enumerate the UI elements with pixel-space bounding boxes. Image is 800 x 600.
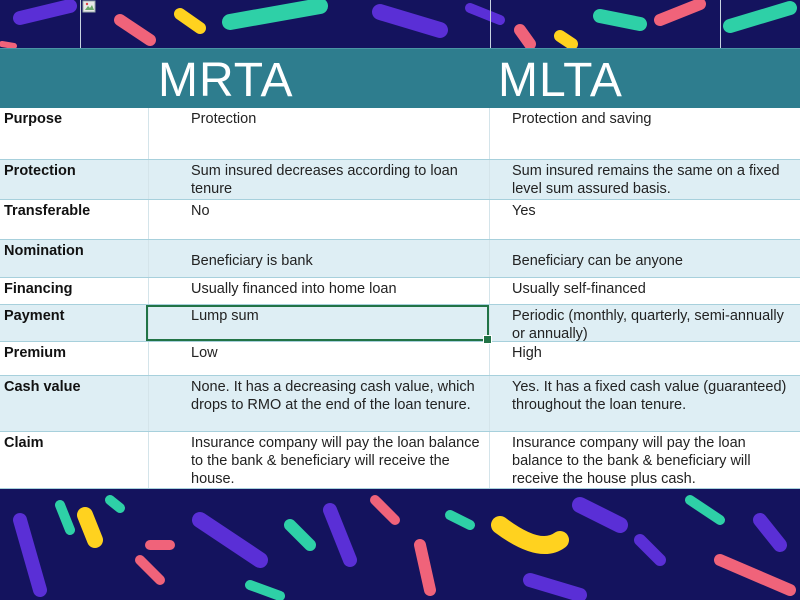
- selected-cell-outline: [146, 305, 489, 341]
- mrta-cell[interactable]: Protection: [148, 108, 489, 159]
- row-label[interactable]: Payment: [4, 308, 65, 324]
- table-row: [0, 432, 800, 489]
- mrta-cell[interactable]: Insurance company will pay the loan balance to the bank & beneficiary will receive the house.: [148, 432, 489, 488]
- table-row: [0, 305, 800, 342]
- mrta-title: MRTA: [158, 54, 294, 107]
- mlta-cell-text: Insurance company will pay the loan balance to the bank & beneficiary will receive the house plus cash.: [512, 435, 751, 487]
- mlta-cell[interactable]: Yes: [489, 200, 800, 239]
- mrta-cell[interactable]: Sum insured decreases according to loan tenure: [148, 160, 489, 199]
- row-label[interactable]: Transferable: [4, 203, 91, 219]
- top-gridline: [720, 0, 721, 48]
- row-label[interactable]: Purpose: [4, 111, 63, 127]
- row-label[interactable]: Claim: [4, 435, 44, 451]
- mrta-cell[interactable]: Lump sum: [148, 305, 489, 341]
- table-row: [0, 278, 800, 305]
- row-label[interactable]: Nomination: [4, 243, 84, 259]
- mlta-cell-text: Yes. It has a fixed cash value (guaranteed) throughout the loan tenure.: [512, 379, 787, 413]
- top-gridline: [80, 0, 81, 48]
- mlta-title: MLTA: [498, 54, 623, 107]
- row-label[interactable]: Premium: [4, 345, 67, 361]
- fill-handle[interactable]: [483, 335, 492, 344]
- table-row: [0, 240, 800, 278]
- row-label[interactable]: Cash value: [4, 379, 81, 395]
- mrta-cell[interactable]: No: [148, 200, 489, 239]
- broken-image-icon: [82, 0, 98, 14]
- mlta-cell[interactable]: Beneficiary can be anyone: [489, 240, 800, 277]
- mrta-cell[interactable]: None. It has a decreasing cash value, which drops to RMO at the end of the loan tenure.: [148, 376, 489, 431]
- mrta-cell[interactable]: Low: [148, 342, 489, 375]
- row-label[interactable]: Protection: [4, 163, 76, 179]
- table-row: [0, 342, 800, 376]
- table-row: [0, 200, 800, 240]
- comparison-table: [0, 108, 800, 489]
- table-row: [0, 160, 800, 200]
- mlta-cell[interactable]: [489, 305, 800, 341]
- mlta-cell[interactable]: [489, 376, 800, 431]
- mlta-cell[interactable]: Usually self-financed: [489, 278, 800, 304]
- top-gridline: [490, 0, 491, 48]
- mlta-cell[interactable]: [489, 432, 800, 488]
- mrta-cell[interactable]: Beneficiary is bank: [148, 240, 489, 277]
- mrta-cell[interactable]: Usually financed into home loan: [148, 278, 489, 304]
- comparison-header: [0, 48, 800, 110]
- mlta-cell-text: Sum insured remains the same on a fixed level sum assured basis.: [512, 163, 780, 197]
- mlta-cell-text: Periodic (monthly, quarterly, semi-annually or annually): [512, 308, 784, 342]
- table-row: [0, 108, 800, 160]
- mlta-cell[interactable]: High: [489, 342, 800, 375]
- row-label[interactable]: Financing: [4, 281, 73, 297]
- table-row: [0, 376, 800, 432]
- mlta-cell[interactable]: [489, 160, 800, 199]
- mlta-cell[interactable]: Protection and saving: [489, 108, 800, 159]
